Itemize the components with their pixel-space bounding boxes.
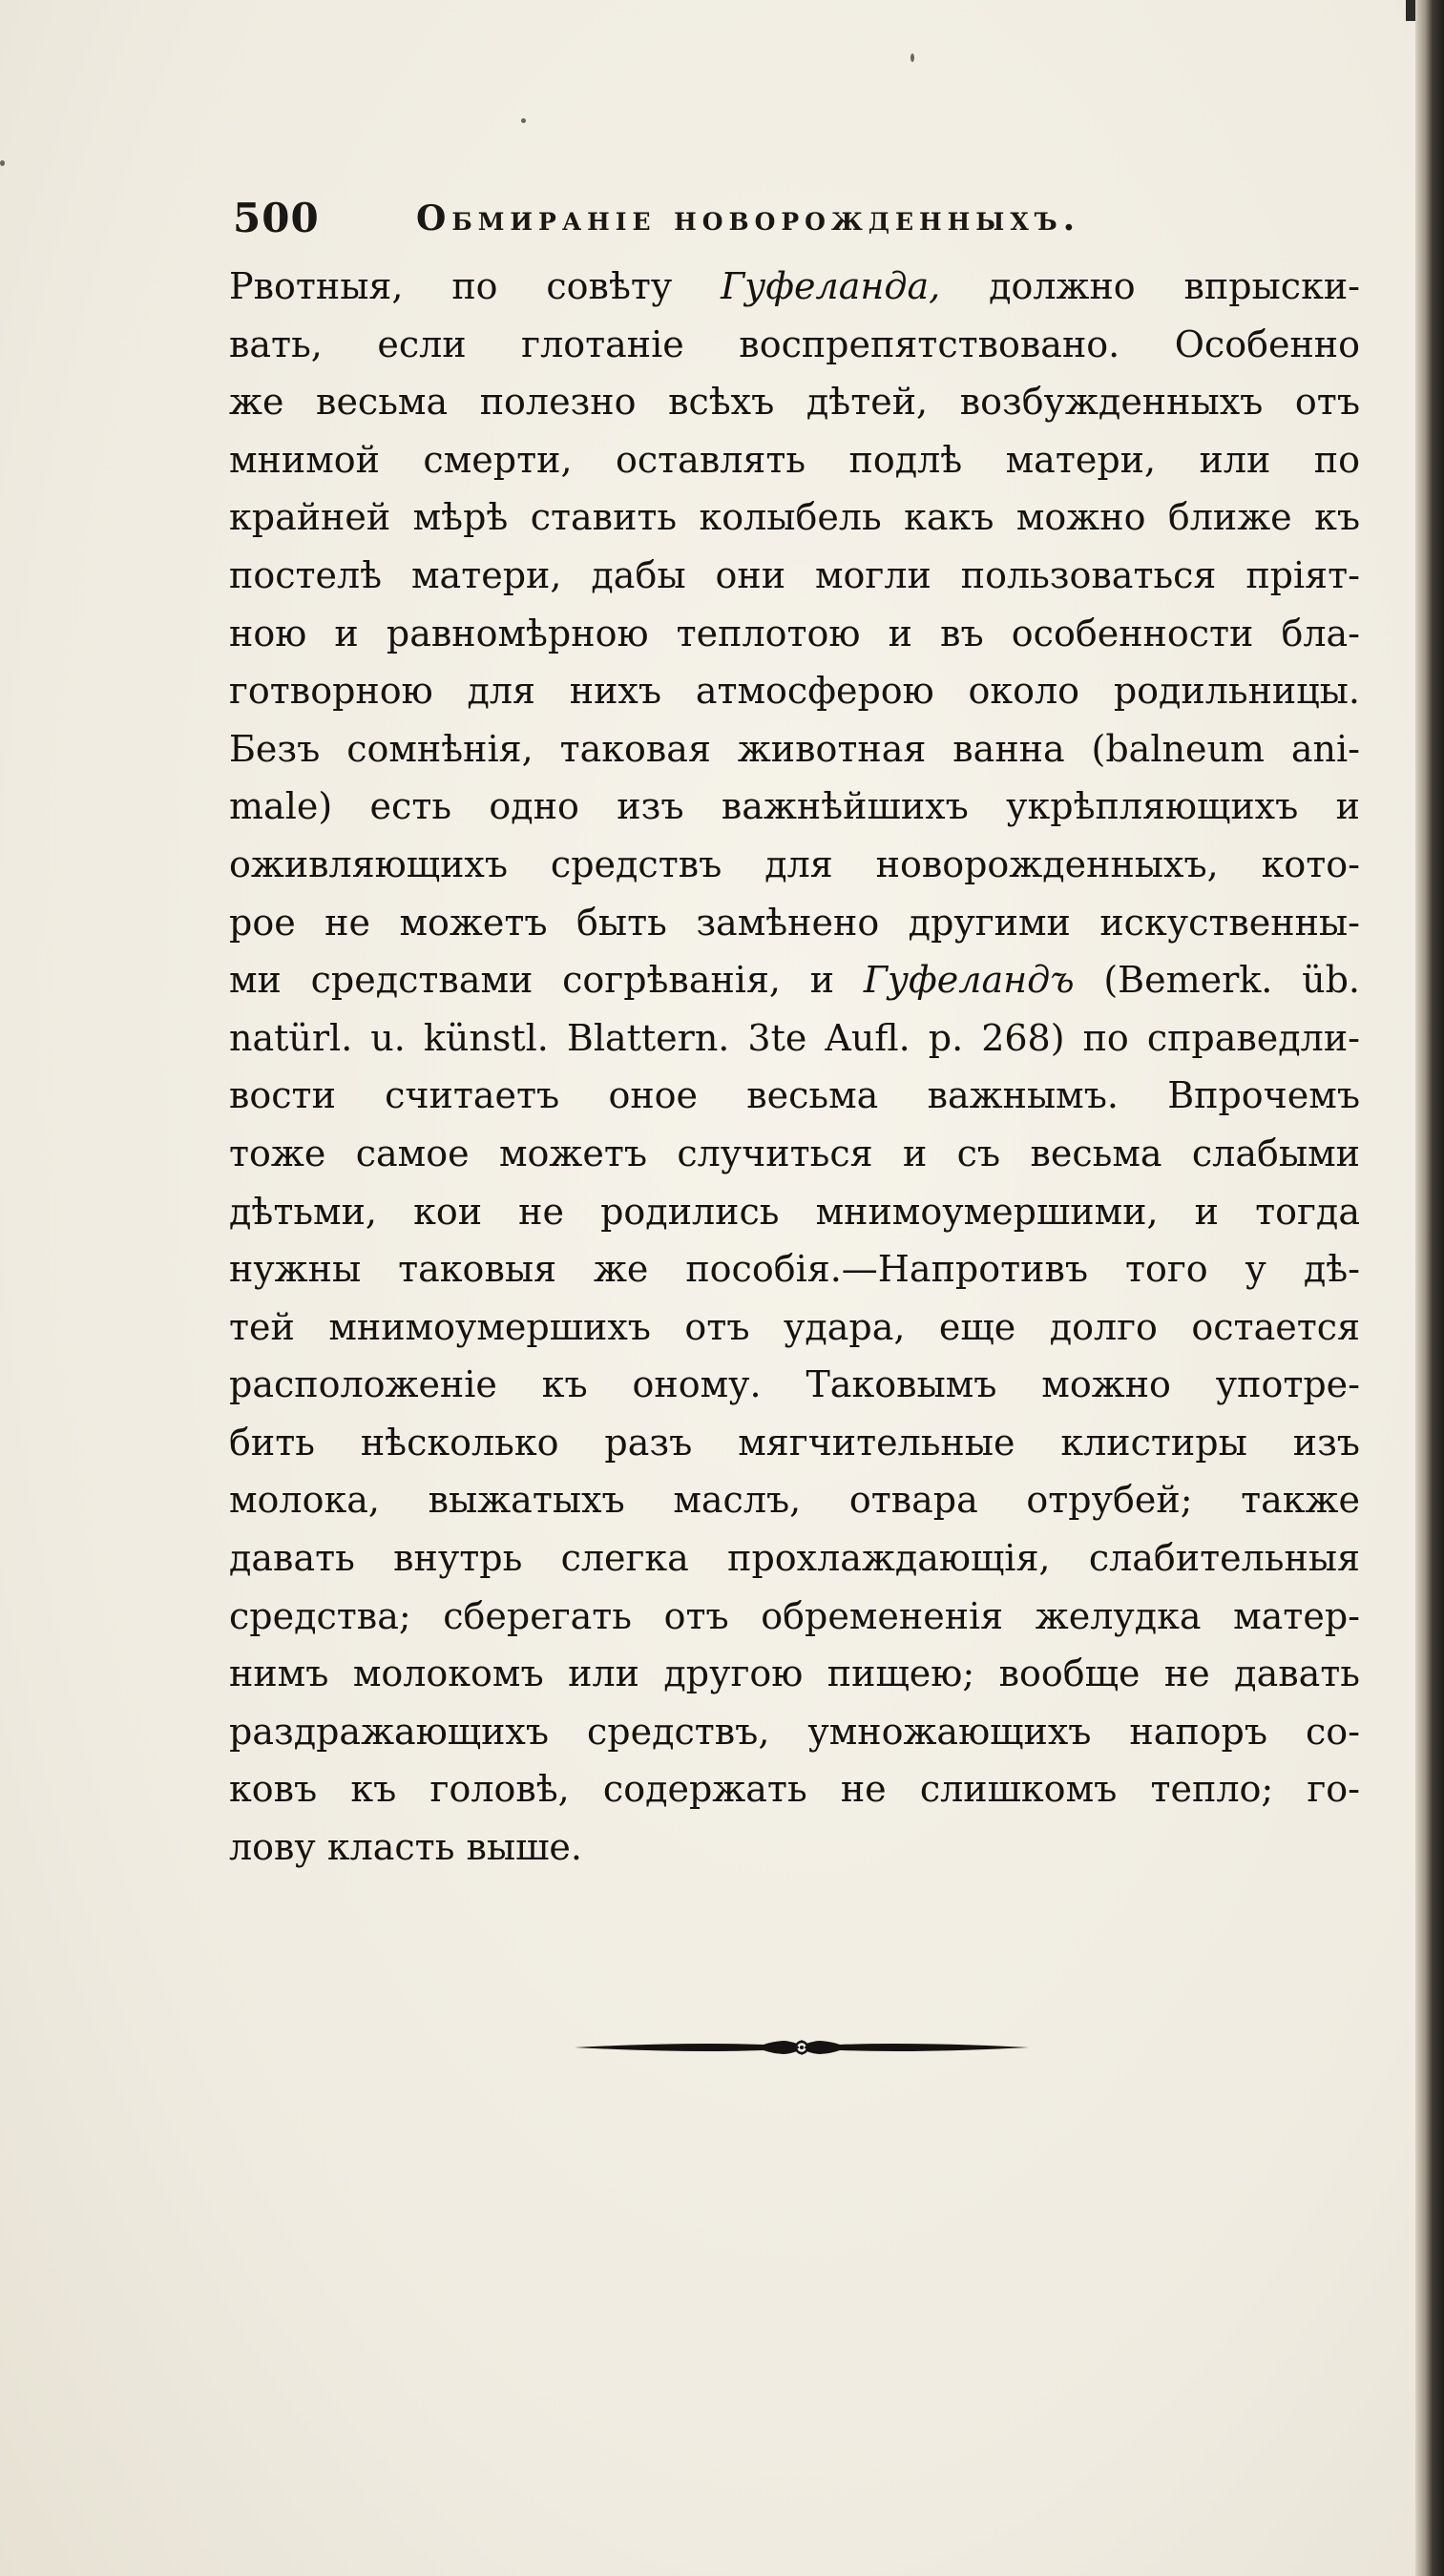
text-run: средства; сберегать отъ обремененiя желудка матер- <box>229 1594 1360 1637</box>
text-run: постелѣ матери, дабы они могли пользоваться прiят- <box>229 553 1360 596</box>
text-line <box>229 316 1360 374</box>
text-line <box>229 1760 1360 1818</box>
italic-name: Гуфеланда, <box>721 265 941 307</box>
text-line <box>229 1471 1360 1529</box>
text-run: тоже самое можетъ случиться и съ весьма слабыми <box>229 1132 1360 1174</box>
paper-speck <box>521 118 526 123</box>
text-line <box>229 547 1360 605</box>
text-line <box>229 1703 1360 1761</box>
text-run: нужны таковыя же пособiя.—Напротивъ того у дѣ- <box>229 1248 1360 1291</box>
page-header <box>233 195 1206 252</box>
text-line <box>229 1240 1360 1298</box>
text-line <box>229 1067 1360 1125</box>
text-line <box>229 1298 1360 1357</box>
text-run: мнимой смерти, оставлять подлѣ матери, или по <box>229 438 1360 481</box>
text-line <box>229 720 1360 779</box>
italic-name: Гуфеландъ <box>863 959 1075 1002</box>
page-number: 500 <box>233 195 320 241</box>
text-run: тей мнимоумершихъ отъ удара, еще долго остается <box>229 1305 1360 1348</box>
text-run: дѣтьми, кои не родились мнимоумершими, и тогда <box>229 1190 1360 1233</box>
text-run: нимъ молокомъ или другою пищею; вообще не давать <box>229 1652 1360 1695</box>
text-line <box>229 894 1360 952</box>
text-line <box>229 488 1360 547</box>
text-line <box>229 1529 1360 1588</box>
text-line <box>229 605 1360 663</box>
text-run: же весьма полезно всѣхъ дѣтей, возбужденныхъ отъ <box>229 381 1360 424</box>
text-run: расположенiе къ оному. Таковымъ можно употре- <box>229 1363 1360 1406</box>
text-line <box>229 431 1360 489</box>
text-line <box>229 1183 1360 1241</box>
text-line <box>229 1009 1360 1068</box>
text-run: Рвотныя, по совѣту <box>229 265 722 307</box>
text-run: оживляющихъ средствъ для новорожденныхъ, кото- <box>229 842 1360 885</box>
text-run: рое не можетъ быть замѣнено другими искуственны- <box>229 901 1360 944</box>
body-text <box>229 258 1360 1877</box>
text-run: ковъ къ головѣ, содержать не слишкомъ тепло; го- <box>229 1768 1360 1811</box>
text-line <box>229 258 1360 316</box>
text-line <box>229 373 1360 431</box>
text-run: natürl. u. künstl. Blattern. 3te Aufl. p. 268) по справедли- <box>229 1016 1360 1059</box>
text-run: раздражающихъ средствъ, умножающихъ напоръ со- <box>229 1710 1360 1753</box>
text-run: (Bemerk. üb. <box>1074 959 1360 1002</box>
text-run: давать внутрь слегка прохлаждающiя, слабительныя <box>229 1537 1360 1580</box>
text-line <box>229 1414 1360 1472</box>
text-line <box>229 1645 1360 1703</box>
text-run: вости считаетъ оное весьма важнымъ. Впрочемъ <box>229 1074 1360 1117</box>
text-run: male) есть одно изъ важнѣйшихъ укрѣпляющихъ и <box>229 785 1360 828</box>
paper-speck <box>0 160 5 166</box>
tailpiece-ornament-icon <box>573 2028 1031 2067</box>
text-run: ми средствами согрѣванiя, и <box>229 959 864 1002</box>
text-run: молока, выжатыхъ маслъ, отвара отрубей; также <box>229 1479 1360 1522</box>
running-title: Обмиранiе новорожденныхъ. <box>416 198 1081 239</box>
text-run: крайней мѣрѣ ставить колыбель какъ можно ближе къ <box>229 496 1360 539</box>
text-line <box>229 1125 1360 1183</box>
text-run: вать, если глотанiе воспрепятствовано. Особенно <box>229 322 1360 365</box>
text-line <box>229 951 1360 1009</box>
text-line <box>229 662 1360 720</box>
text-run: ною и равномѣрною теплотою и въ особенности бла- <box>229 612 1360 654</box>
text-line <box>229 1356 1360 1414</box>
text-line <box>229 1818 1360 1877</box>
text-run: бить нѣсколько разъ мягчительные клистиры изъ <box>229 1421 1360 1464</box>
paper-speck <box>910 53 914 62</box>
text-line <box>229 778 1360 836</box>
book-binding-edge <box>1415 0 1444 2576</box>
text-run: готворною для нихъ атмосферою около родильницы. <box>229 670 1360 713</box>
text-line <box>229 836 1360 894</box>
text-run: лову класть выше. <box>229 1826 582 1869</box>
text-run: должно впрыски- <box>940 265 1360 307</box>
text-run: Безъ сомнѣнiя, таковая животная ванна (balneum ani- <box>229 727 1360 770</box>
text-line <box>229 1588 1360 1646</box>
